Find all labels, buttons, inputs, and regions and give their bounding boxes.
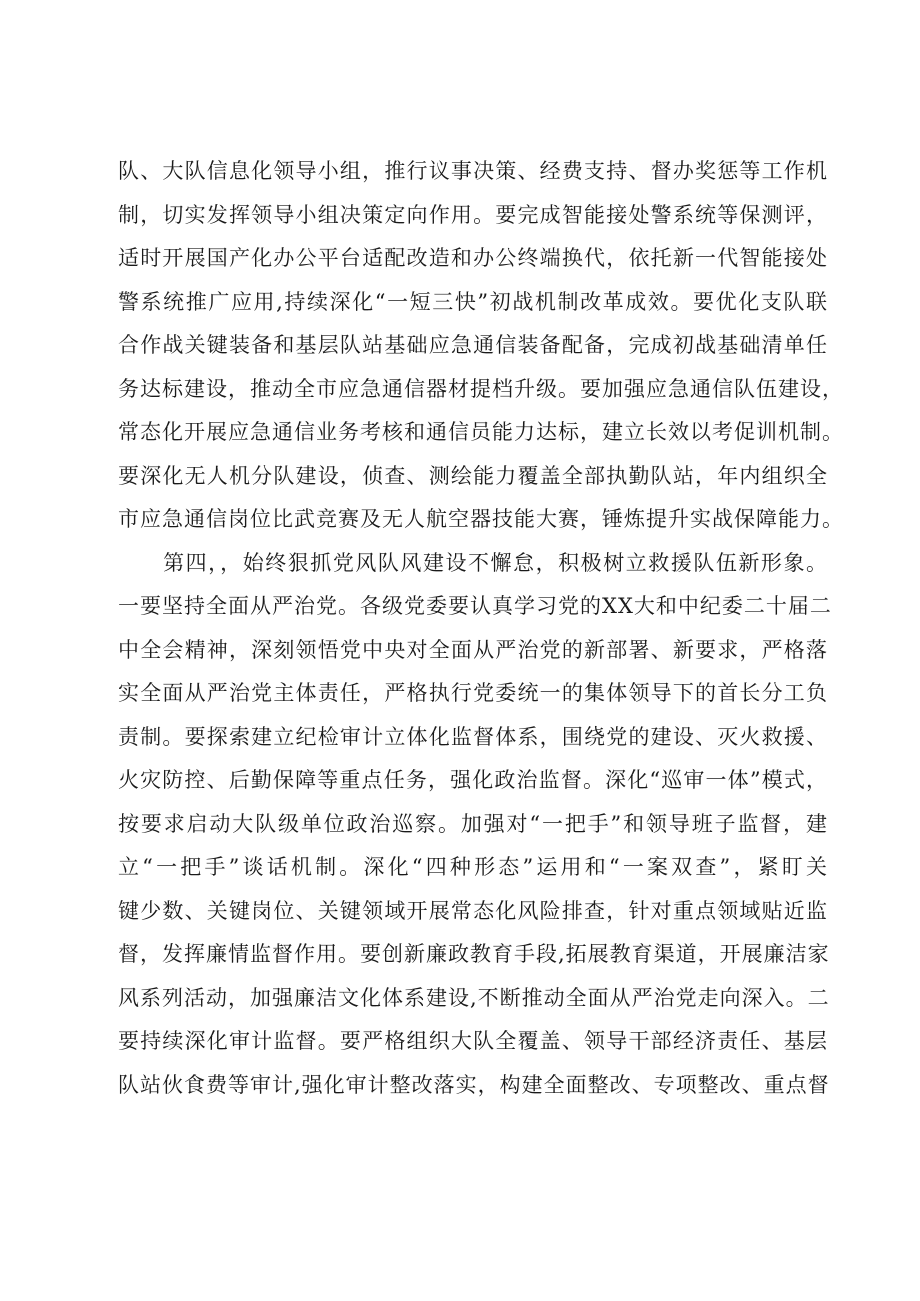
text-line: 常态化开展应急通信业务考核和通信员能力达标，建立长效以考促训机制。 <box>118 420 844 444</box>
text-line: 要深化无人机分队建设，侦查、测绘能力覆盖全部执勤队站，年内组织全 <box>118 463 828 488</box>
text-line: 队、大队信息化领导小组，推行议事决策、经费支持、督办奖惩等工作机 <box>118 159 828 183</box>
text-line: 风系列活动，加强廉洁文化体系建设,不断推动全面从严治党走向深入。二 <box>118 985 830 1010</box>
text-line: 市应急通信岗位比武竞赛及无人航空器技能大赛，锤炼提升实战保障能力。 <box>118 507 844 531</box>
text-line: 要持续深化审计监督。要严格组织大队全覆盖、领导干部经济责任、基层 <box>118 1029 828 1053</box>
text-line: 务达标建设，推动全市应急通信器材提档升级。要加强应急通信队伍建设， <box>118 376 844 401</box>
text-line: 队站伙食费等审计,强化审计整改落实，构建全面整改、专项整改、重点督 <box>118 1072 830 1097</box>
text-line: 实全面从严治党主体责任，严格执行党委统一的集体领导下的首长分工负 <box>118 681 828 705</box>
text-line: 火灾防控、后勤保障等重点任务，强化政治监督。深化“巡审一体”模式， <box>118 768 828 792</box>
text-line: 按要求启动大队级单位政治巡察。加强对“一把手”和领导班子监督，建 <box>118 811 828 836</box>
text-line: 制，切实发挥领导小组决策定向作用。要完成智能接处警系统等保测评， <box>118 202 828 227</box>
text-line: 立“一把手”谈话机制。深化“四种形态”运用和“一案双查”，紧盯关 <box>118 855 828 879</box>
text-line: 责制。要探索建立纪检审计立体化监督体系，围绕党的建设、灭火救援、 <box>118 724 828 749</box>
body-text <box>118 150 844 1107</box>
text-line: 键少数、关键岗位、关键领域开展常态化风险排查，针对重点领域贴近监 <box>118 898 828 923</box>
text-line: 合作战关键装备和基层队站基础应急通信装备配备，完成初战基础清单任 <box>118 333 828 357</box>
text-line: 中全会精神，深刻领悟党中央对全面从严治党的新部署、新要求，严格落 <box>118 637 828 662</box>
text-line: 警系统推广应用,持续深化“一短三快”初战机制改革成效。要优化支队联 <box>118 289 828 314</box>
text-line: 适时开展国产化办公平台适配改造和办公终端换代，依托新一代智能接处 <box>118 246 828 270</box>
paragraph-heading-line: 第四，，始终狠抓党风队风建设不懈怠，积极树立救援队伍新形象。 <box>118 550 828 575</box>
text-line: 督，发挥廉情监督作用。要创新廉政教育手段,拓展教育渠道，开展廉洁家 <box>118 942 830 966</box>
text-line: 一要坚持全面从严治党。各级党委要认真学习党的XX大和中纪委二十届二 <box>118 594 832 618</box>
